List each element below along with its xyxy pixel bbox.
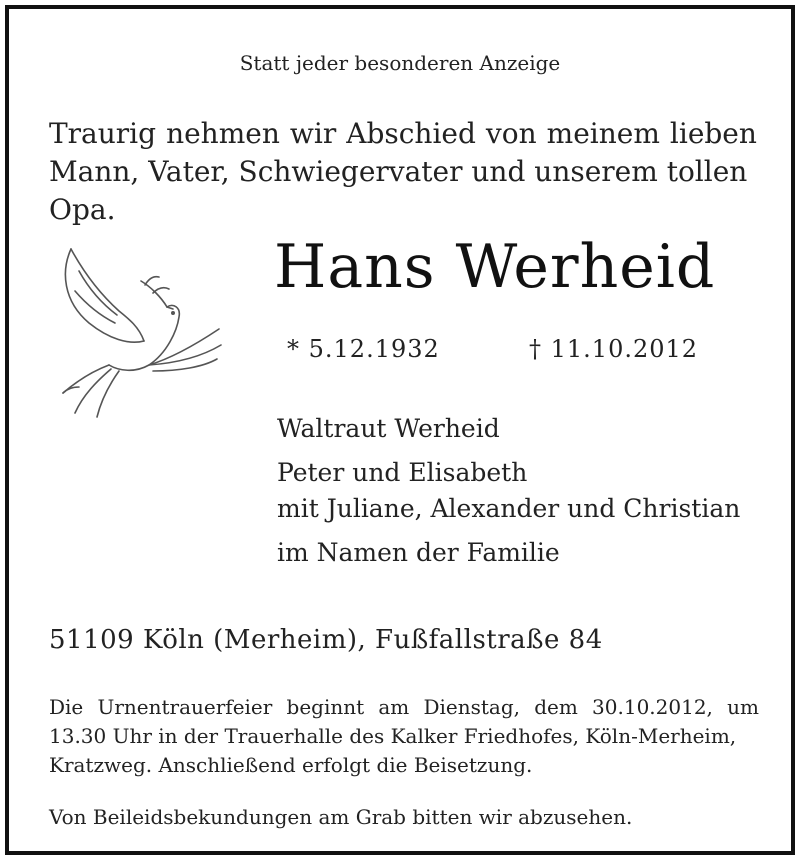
details-word: beginnt [286, 695, 365, 719]
notice-header: Statt jeder besonderen Anzeige [239, 51, 561, 75]
intro-line-2: Mann, Vater, Schwiegervater und unserem tollen Opa. [49, 155, 748, 226]
details-word: Dienstag, [423, 695, 521, 719]
details-line-3: Kratzweg. Anschließend erfolgt die Beisetzung. [49, 753, 533, 777]
details-word: Die [49, 695, 84, 719]
intro-word: lieben [669, 117, 757, 150]
intro-word: Traurig [49, 117, 157, 150]
dove-icon [49, 241, 239, 431]
details-line-1 [49, 693, 759, 722]
details-word: dem [534, 695, 578, 719]
family-member: mit Juliane, Alexander und Christian [277, 494, 741, 523]
details-word: am [378, 695, 410, 719]
address: 51109 Köln (Merheim), Fußfallstraße 84 [49, 625, 603, 655]
intro-text [49, 115, 757, 229]
details-word: 30.10.2012, [592, 695, 713, 719]
details-line-2: 13.30 Uhr in der Trauerhalle des Kalker Friedhofes, Köln-Merheim, [49, 724, 737, 748]
intro-word: Abschied [346, 117, 476, 150]
family-list [277, 411, 740, 571]
closing-note: Von Beileidsbekundungen am Grab bitten wir abzusehen. [49, 805, 633, 829]
details-word: Urnentrauerfeier [97, 695, 273, 719]
intro-word: meinem [546, 117, 660, 150]
birth-date: * 5.12.1932 [287, 335, 440, 363]
intro-word: von [485, 117, 537, 150]
intro-word: wir [289, 117, 337, 150]
family-member: Peter und Elisabeth [277, 458, 528, 487]
death-date: † 11.10.2012 [529, 335, 699, 363]
ceremony-details [49, 693, 759, 780]
family-signoff: im Namen der Familie [277, 538, 560, 567]
obituary-notice [5, 5, 795, 855]
family-member: Waltraut Werheid [277, 414, 500, 443]
intro-word: nehmen [166, 117, 280, 150]
intro-line-1 [49, 115, 757, 153]
details-word: um [727, 695, 759, 719]
deceased-name: Hans Werheid [274, 232, 716, 302]
